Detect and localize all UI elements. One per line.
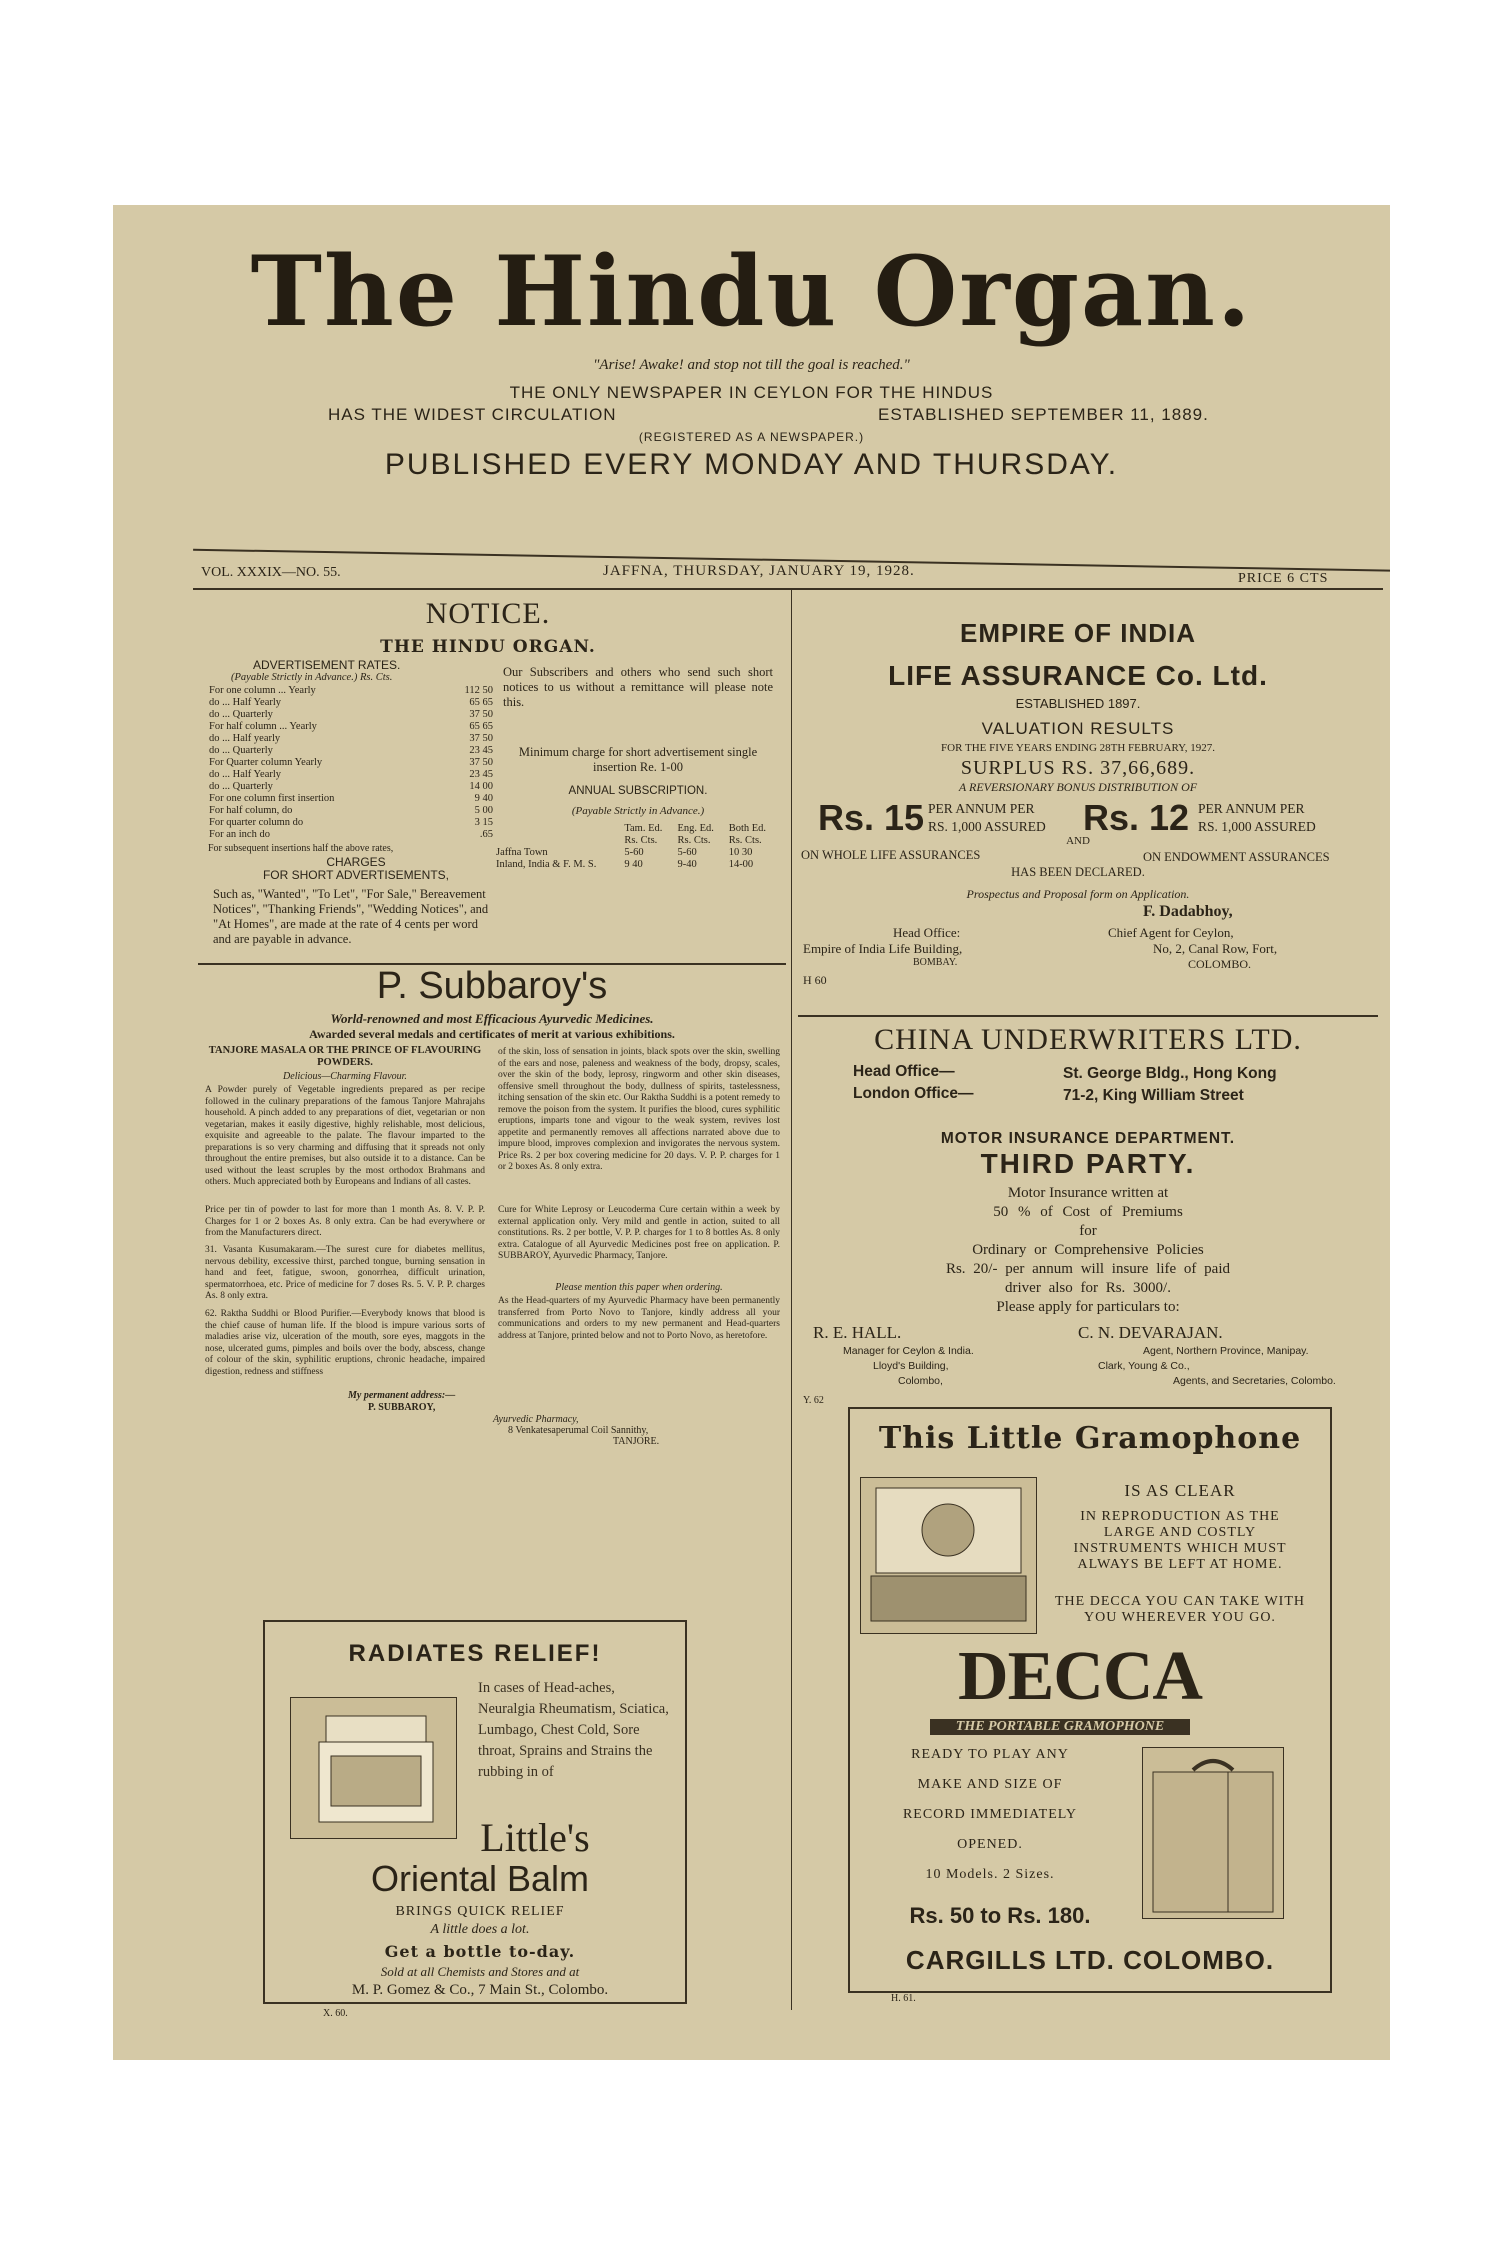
decca-ready3: RECORD IMMEDIATELY: [902, 1807, 1078, 1822]
address-line1: Ayurvedic Pharmacy,: [493, 1414, 579, 1425]
raktha-continued: of the skin, loss of sensation in joints, black spots over the skin, swelling of the ears and nose, paleness and weakness of the body, dropsy, scales, over the skin of the body, leprosy, ringworm and other skin diseases, offensive smell throughout the body, dullness of spirits, tastelessness, itching sensation of the skin etc. Our Raktha Suddhi is a potent remedy to remove the poison from the system. It purifies the blood, cures syphilitic eruptions, imparts tone and vigour to the weak system, revives lost appetite and permanently removes all affections narrated above due to impure blood, improves complexion and invigorates the nervous system. Price Rs. 2 per box covering medicine for 20 days. V. P. P. charges for 1 or 2 boxes As. 8 only extra.: [498, 1047, 780, 1172]
decca-line1: IS AS CLEAR: [1124, 1481, 1236, 1500]
annual-value: 9 40: [624, 859, 643, 870]
china-london: 71-2, King William Street: [1063, 1087, 1244, 1104]
annual-row-label: Jaffna Town: [496, 847, 548, 858]
rate-row: [206, 829, 496, 841]
decca-ready2: MAKE AND SIZE OF: [917, 1777, 1063, 1792]
annual-value: 14-00: [728, 859, 754, 870]
china-text5: Rs. 20/- per annum will insure life of paid: [945, 1261, 1231, 1277]
empire-rule: [798, 1015, 1378, 1017]
rate-row: [206, 817, 496, 829]
rate-value: 23 45: [469, 745, 493, 756]
newspaper-page: [113, 205, 1390, 2060]
gramophone-open-icon: [860, 1477, 1037, 1634]
rate-value: 37 50: [469, 709, 493, 720]
empire-head-office: Empire of India Life Building,: [803, 941, 963, 956]
rate-row: [206, 685, 496, 697]
china-london-label: London Office—: [853, 1085, 974, 1102]
masthead-title: The Hindu Organ.: [250, 235, 1253, 348]
china-agent1-l2: Lloyd's Building,: [873, 1360, 949, 1372]
annual-table: [493, 823, 778, 871]
rate-label: For quarter column do: [209, 817, 304, 828]
annual-value: 5-60: [624, 847, 644, 858]
balm-agent: M. P. Gomez & Co., 7 Main St., Colombo.: [351, 1982, 609, 1998]
rate-value: 3 15: [474, 817, 493, 828]
notice-heading: NOTICE.: [425, 597, 551, 630]
balm-text: In cases of Head-aches, Neuralgia Rheumatism, Sciatica, Lumbago, Chest Cold, Sore throat, Sprains and Strains the rubbing in of: [478, 1680, 669, 1780]
rate-label: For half column ... Yearly: [209, 721, 317, 732]
empire-rs15-text1: PER ANNUM PER: [928, 801, 1035, 816]
rates-note: (Payable Strictly in Advance.) Rs. Cts.: [231, 672, 393, 683]
annual-unit: Rs. Cts.: [677, 835, 711, 846]
empire-rs12: Rs. 12: [1083, 797, 1190, 838]
rate-label: do ... Quarterly: [209, 709, 273, 720]
china-text1: Motor Insurance written at: [1007, 1185, 1169, 1201]
headquarters-notice: As the Head-quarters of my Ayurvedic Pharmacy have been permanently transferred from Porto Novo to Tanjore, kindly address all your communications and orders to my new permanent and Head-quarters address at Tanjore, printed below and not to Porto Novo, as heretofore.: [498, 1296, 780, 1341]
decca-line3: THE DECCA YOU CAN TAKE WITH YOU WHEREVER YOU GO.: [1055, 1594, 1305, 1625]
column-divider: [791, 590, 792, 2010]
rate-value: 65 65: [469, 721, 493, 732]
decca-brand-sub: THE PORTABLE GRAMOPHONE: [930, 1719, 1190, 1735]
rate-row: [206, 769, 496, 781]
china-agent1-l3: Colombo,: [898, 1375, 943, 1387]
balm-cta: Get a bottle to-day.: [384, 1942, 576, 1961]
china-text4: Ordinary or Comprehensive Policies: [972, 1242, 1204, 1258]
empire-rs12-text2: RS. 1,000 ASSURED: [1198, 819, 1316, 834]
empire-bonus: A REVERSIONARY BONUS DISTRIBUTION OF: [958, 780, 1198, 794]
rates-heading: ADVERTISEMENT RATES.: [253, 658, 401, 672]
rate-value: 112 50: [464, 685, 493, 696]
notice-subheading: THE HINDU ORGAN.: [380, 637, 596, 657]
balm-sold: Sold at all Chemists and Stores and at: [380, 1964, 580, 1979]
annual-heading: ANNUAL SUBSCRIPTION.: [568, 785, 708, 797]
masthead-circulation: HAS THE WIDEST CIRCULATION: [328, 405, 617, 424]
decca-ready1: READY TO PLAY ANY: [911, 1747, 1069, 1762]
annual-row: [493, 847, 778, 859]
rates-subsequent: For subsequent insertions half the above rates,: [208, 843, 394, 854]
address-line2: 8 Venkatesaperumal Coil Sannithy,: [508, 1425, 649, 1436]
rate-value: 23 45: [469, 769, 493, 780]
decca-headline: This Little Gramophone: [878, 1421, 1302, 1456]
decca-price: Rs. 50 to Rs. 180.: [909, 1903, 1091, 1928]
rate-label: do ... Half yearly: [209, 733, 281, 744]
china-head-office-label: Head Office—: [853, 1063, 955, 1080]
rate-value: 37 50: [469, 733, 493, 744]
mention-paper: Please mention this paper when ordering.: [555, 1282, 723, 1293]
annual-value: 9-40: [677, 859, 697, 870]
china-text3: for: [1079, 1223, 1097, 1239]
china-agent2-l2: Clark, Young & Co.,: [1098, 1360, 1190, 1372]
annual-unit: Rs. Cts.: [624, 835, 658, 846]
masthead-tagline: THE ONLY NEWSPAPER IN CEYLON FOR THE HINDUS: [509, 383, 994, 402]
rate-value: 5 00: [474, 805, 493, 816]
balm-ad: [263, 1620, 687, 2004]
decca-line2: IN REPRODUCTION AS THE LARGE AND COSTLY INSTRUMENTS WHICH MUST ALWAYS BE LEFT AT HOME.: [1073, 1509, 1287, 1572]
china-text6: driver also for Rs. 3000/.: [1005, 1280, 1171, 1296]
empire-prospectus: Prospectus and Proposal form on Application.: [966, 887, 1190, 901]
rate-row: [206, 793, 496, 805]
balm-headline: RADIATES RELIEF!: [348, 1640, 602, 1667]
rate-label: For Quarter column Yearly: [209, 757, 323, 768]
empire-code: H 60: [803, 973, 827, 987]
volume-number: VOL. XXXIX—NO. 55.: [201, 565, 341, 580]
rates-table: [206, 685, 496, 841]
china-text2: 50 % of Cost of Premiums: [993, 1204, 1183, 1220]
empire-valuation: VALUATION RESULTS: [981, 719, 1175, 738]
empire-rs15: Rs. 15: [818, 797, 925, 838]
rate-label: do ... Half Yearly: [209, 697, 282, 708]
rate-value: .65: [479, 829, 493, 840]
leucoderma-cure: Cure for White Leprosy or Leucoderma Cure certain within a week by external application only. Very mild and gentle in action, suited to all constitutions. Rs. 2 per bottle, V. P. P. charges for 1 to 8 bottles As. 8 only extra. Catalogue of all Ayurvedic Medicines post free on application. P. SUBBAROY, Ayurvedic Pharmacy, Tanjore.: [498, 1205, 780, 1261]
charges-heading: CHARGES: [326, 855, 386, 869]
empire-declared: HAS BEEN DECLARED.: [1011, 865, 1145, 879]
empire-agent-name: F. Dadabhoy,: [1143, 903, 1233, 920]
rate-value: 14 00: [469, 781, 493, 792]
empire-head-office-label: Head Office:: [893, 925, 961, 940]
rate-label: For half column, do: [209, 805, 293, 816]
masala-heading: TANJORE MASALA OR THE PRINCE OF FLAVOURING POWDERS.: [208, 1045, 482, 1068]
empire-agent-city: COLOMBO.: [1188, 957, 1252, 971]
masala-price: Price per tin of powder to last for more than 1 month As. 8. V. P. P. Charges for 1 or 2 boxes As. 8 only extra. Can be had everywhere or from the Manufacturers direct.: [205, 1205, 485, 1238]
raktha-item: 62. Raktha Suddhi or Blood Purifier.—Everybody knows that blood is the chief cause of human life. If the blood is impure various sorts of maladies arise viz, ulceration of the mouth, sore eyes, maggots in the nose, ulcerated gums, pimples and boils over the body, abscess, change of colour of the skin, syphilitic eruptions, chronic headache, impaired digestion, redness and stiffness: [205, 1309, 485, 1377]
short-ads-heading: FOR SHORT ADVERTISEMENTS,: [262, 868, 450, 882]
balm-brings: BRINGS QUICK RELIEF: [395, 1904, 565, 1919]
subbaroy-subtitle: World-renowned and most Efficacious Ayurvedic Medicines.: [330, 1011, 654, 1026]
masthead-motto: "Arise! Awake! and stop not till the goal is reached.": [593, 357, 910, 373]
decca-seller: CARGILLS LTD. COLOMBO.: [905, 1945, 1275, 1975]
rate-row: [206, 697, 496, 709]
dateline: JAFFNA, THURSDAY, JANUARY 19, 1928.: [603, 563, 915, 579]
rate-row: [206, 745, 496, 757]
china-head-office: St. George Bldg., Hong Kong: [1063, 1065, 1277, 1082]
china-dept: MOTOR INSURANCE DEPARTMENT.: [940, 1130, 1236, 1147]
china-agent1-name: R. E. HALL.: [813, 1323, 902, 1342]
balm-brand1: Little's: [480, 1815, 590, 1860]
balm-brand2: Oriental Balm: [370, 1858, 590, 1899]
annual-column-header: Tam. Ed.: [624, 823, 663, 834]
address-line3: TANJORE.: [613, 1436, 660, 1447]
rate-label: For one column first insertion: [209, 793, 335, 804]
annual-column-header: Both Ed.: [728, 823, 767, 834]
subbaroy-awards: Awarded several medals and certificates of merit at various exhibitions.: [309, 1027, 675, 1041]
rate-label: For an inch do: [209, 829, 270, 840]
decca-models: 10 Models. 2 Sizes.: [925, 1867, 1055, 1882]
empire-whole-life: ON WHOLE LIFE ASSURANCES: [801, 848, 981, 862]
empire-rs12-text1: PER ANNUM PER: [1198, 801, 1305, 816]
empire-agent-title: Chief Agent for Ceylon,: [1108, 925, 1234, 940]
annual-unit: Rs. Cts.: [728, 835, 762, 846]
rate-label: do ... Quarterly: [209, 745, 273, 756]
short-ads-text: Such as, "Wanted", "To Let", "For Sale," Bereavement Notices", "Thanking Friends", "Wedding Notices", and "At Homes", are made at the rate of 4 cents per word and are payable in advance.: [213, 887, 489, 946]
rate-label: For one column ... Yearly: [209, 685, 316, 696]
masthead-published: PUBLISHED EVERY MONDAY AND THURSDAY.: [384, 448, 1119, 481]
price: PRICE 6 CTS: [1238, 571, 1329, 586]
empire-head-office-city: BOMBAY.: [913, 957, 958, 968]
rate-row: [206, 757, 496, 769]
china-code: Y. 62: [803, 1395, 824, 1406]
decca-code: H. 61.: [891, 1993, 916, 2004]
china-agent1-l1: Manager for Ceylon & India.: [843, 1345, 974, 1357]
rate-row: [206, 709, 496, 721]
minimum-charge: Minimum charge for short advertisement single insertion Re. 1-00: [518, 745, 758, 774]
masala-text: A Powder purely of Vegetable ingredients prepared as per recipe followed in the culinary preparations of the famous Tanjore Mahrajahs household. A pinch added to any preparations of diet, vegetarian or non vegetarian, makes it easily digestive, highly relishable, most delicious, exquisite and agreeable to the palate. The flavour imparted to the preparations is so very charming and diffusing that it spreads not only throughout the entire premises, but also outside it to a distance. Can be used without the least scruples by the most orthodox Brahmans and others. Much appreciated both by Europeans and Indians of all castes.: [205, 1085, 485, 1187]
balm-little: A little does a lot.: [430, 1922, 530, 1937]
empire-established: ESTABLISHED 1897.: [1015, 696, 1141, 711]
annual-header-row: [493, 823, 778, 835]
balm-code: X. 60.: [323, 2008, 348, 2019]
rate-label: do ... Quarterly: [209, 781, 273, 792]
china-title: CHINA UNDERWRITERS LTD.: [874, 1023, 1302, 1056]
rate-label: do ... Half Yearly: [209, 769, 282, 780]
annual-note: (Payable Strictly in Advance.): [571, 805, 705, 817]
rate-value: 9 40: [474, 793, 493, 804]
decca-brand: DECCA: [958, 1638, 1202, 1715]
address-name: P. SUBBAROY,: [368, 1402, 436, 1413]
vasanta-item: 31. Vasanta Kusumakaram.—The surest cure for diabetes mellitus, nervous debility, excessive thirst, parched tongue, burning sensation in hand and feet, fatigue, swoon, gonorrhea, difficult urination, spermatorrhoea, etc. Price of medicine for 7 doses Rs. 5. V. P. P. charges As. 8 only extra.: [205, 1245, 485, 1301]
empire-agent-address: No, 2, Canal Row, Fort,: [1153, 941, 1278, 956]
gramophone-closed-icon: [1142, 1747, 1284, 1919]
china-text7: Please apply for particulars to:: [996, 1299, 1180, 1315]
annual-value: 5-60: [677, 847, 697, 858]
china-agent2-l3: Agents, and Secretaries, Colombo.: [1173, 1375, 1336, 1387]
empire-line2: LIFE ASSURANCE Co. Ltd.: [888, 660, 1268, 691]
rate-row: [206, 721, 496, 733]
empire-rs15-text2: RS. 1,000 ASSURED: [928, 819, 1046, 834]
china-agent2-name: C. N. DEVARAJAN.: [1078, 1323, 1223, 1342]
decca-ad: [848, 1407, 1332, 1993]
annual-units-row: [493, 835, 778, 847]
annual-row-label: Inland, India & F. M. S.: [496, 859, 597, 870]
empire-surplus: SURPLUS RS. 37,66,689.: [960, 757, 1196, 779]
rate-row: [206, 805, 496, 817]
empire-endowment: ON ENDOWMENT ASSURANCES: [1143, 850, 1330, 864]
empire-period: FOR THE FIVE YEARS ENDING 28TH FEBRUARY, 1927.: [941, 742, 1215, 754]
subscribers-text: Our Subscribers and others who send such short notices to us without a remittance will please note this.: [503, 665, 773, 709]
empire-line1: EMPIRE OF INDIA: [959, 618, 1196, 648]
rate-value: 65 65: [469, 697, 493, 708]
rate-row: [206, 733, 496, 745]
annual-value: 10 30: [728, 847, 753, 858]
rate-value: 37 50: [469, 757, 493, 768]
annual-column-header: Eng. Ed.: [677, 823, 714, 834]
rate-row: [206, 781, 496, 793]
address-label: My permanent address:—: [348, 1390, 456, 1401]
masthead-registered: (REGISTERED AS A NEWSPAPER.): [638, 430, 865, 444]
masthead-rule-bottom: [193, 588, 1383, 590]
subbaroy-title: P. Subbaroy's: [376, 965, 608, 1007]
empire-and: AND: [1066, 835, 1090, 847]
decca-ready4: OPENED.: [957, 1837, 1023, 1852]
china-third: THIRD PARTY.: [980, 1148, 1196, 1179]
masala-sub: Delicious—Charming Flavour.: [283, 1071, 407, 1082]
china-agent2-l1: Agent, Northern Province, Manipay.: [1143, 1345, 1309, 1357]
masthead-established: ESTABLISHED SEPTEMBER 11, 1889.: [878, 405, 1209, 424]
annual-row: [493, 859, 778, 871]
